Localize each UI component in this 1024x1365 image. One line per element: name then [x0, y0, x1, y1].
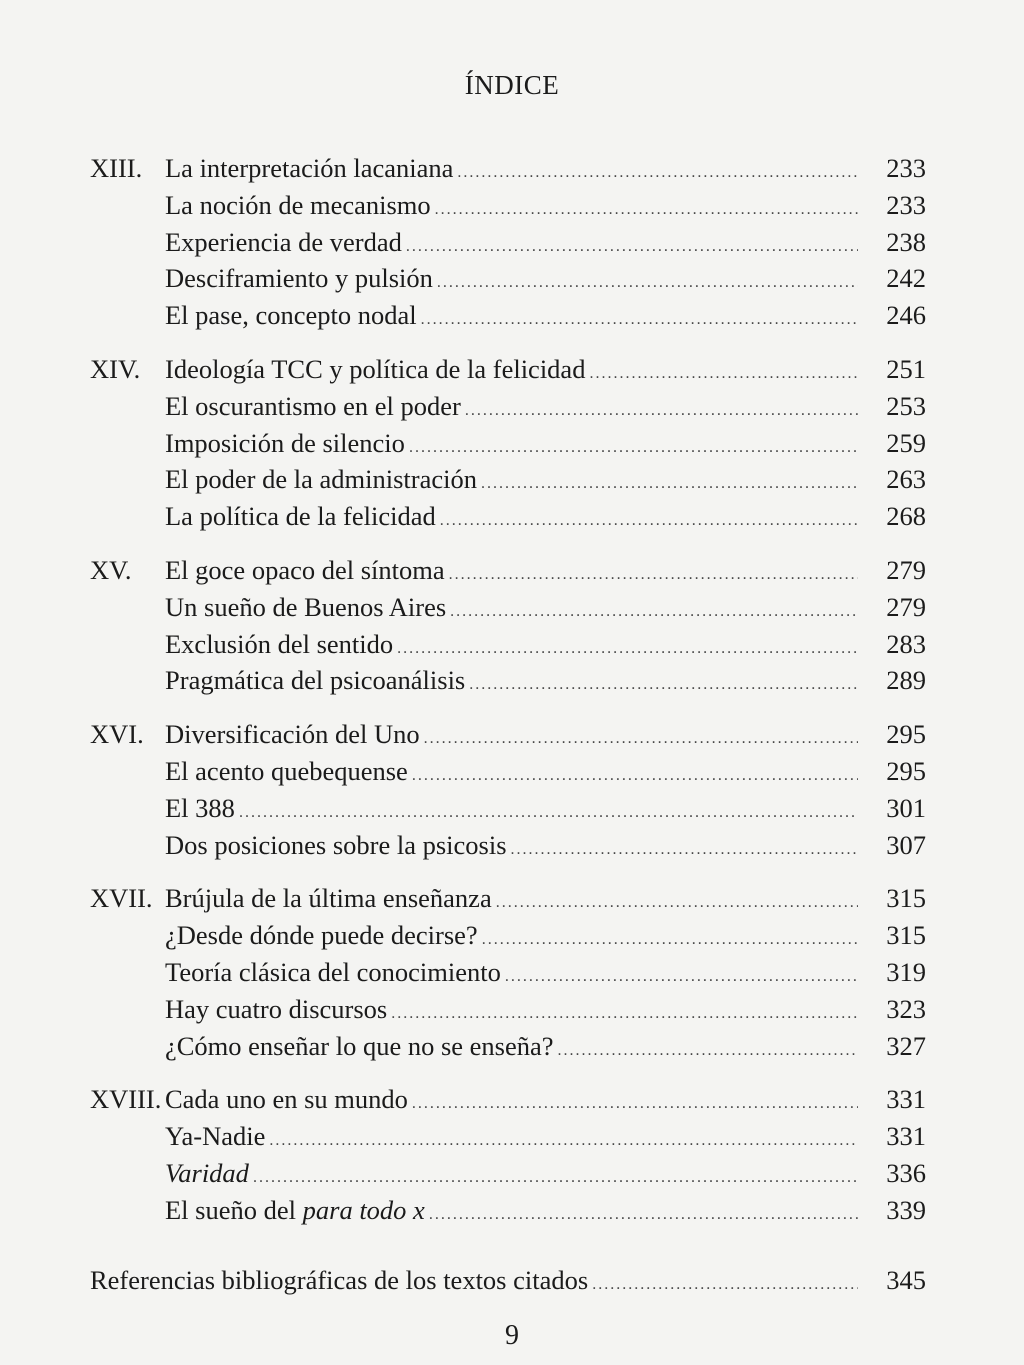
references-page-number: 345 — [886, 1265, 926, 1295]
dot-leader — [465, 393, 858, 430]
dot-leader — [482, 922, 858, 959]
chapter-entry — [90, 351, 926, 388]
chapter-number: XV. — [90, 554, 132, 585]
dot-leader — [511, 832, 858, 869]
section-page-number: 263 — [886, 464, 926, 495]
section-title-italic: Varidad — [165, 1157, 249, 1188]
section-page-number: 319 — [886, 956, 926, 987]
chapter-entry — [90, 552, 926, 589]
section-entry — [90, 827, 926, 864]
section-entry — [90, 1118, 926, 1155]
section-entry — [90, 753, 926, 790]
section-title: Imposición de silencio — [165, 427, 405, 458]
section-title: La noción de mecanismo — [165, 189, 431, 220]
section-page-number: 336 — [886, 1157, 926, 1188]
chapter-page-number: 251 — [886, 353, 926, 384]
section-page-number: 246 — [886, 300, 926, 331]
section-entry — [90, 626, 926, 663]
chapter-block — [90, 880, 926, 1064]
section-page-number: 295 — [886, 755, 926, 786]
section-title: El pase, concepto nodal — [165, 300, 417, 331]
chapter-title: Cada uno en su mundo — [165, 1084, 408, 1115]
chapter-block — [90, 150, 926, 334]
dot-leader — [592, 1267, 858, 1304]
section-entry — [90, 917, 926, 954]
chapter-entry — [90, 150, 926, 187]
section-title: El acento quebequense — [165, 755, 408, 786]
dot-leader — [449, 557, 858, 594]
section-page-number: 283 — [886, 628, 926, 659]
section-page-number: 327 — [886, 1030, 926, 1061]
section-page-number: 238 — [886, 226, 926, 257]
chapter-page-number: 233 — [886, 153, 926, 183]
section-page-number: 315 — [886, 920, 926, 951]
section-entry — [90, 1028, 926, 1065]
section-entry — [90, 260, 926, 297]
section-title: El poder de la administración — [165, 464, 478, 495]
section-page-number: 339 — [886, 1194, 926, 1225]
table-of-contents — [90, 150, 926, 1246]
section-page-number: 279 — [886, 591, 926, 622]
chapter-number: XVIII. — [90, 1084, 162, 1115]
dot-leader — [397, 631, 858, 668]
section-entry — [90, 461, 926, 498]
dot-leader — [406, 229, 858, 266]
dot-leader — [440, 503, 858, 540]
section-title: Exclusión del sentido — [165, 628, 394, 659]
section-entry — [90, 425, 926, 462]
section-page-number: 242 — [886, 263, 926, 294]
section-entry — [90, 662, 926, 699]
section-entry — [90, 790, 926, 827]
references-title: Referencias bibliográficas de los textos citados — [90, 1265, 589, 1295]
section-title: ¿Cómo enseñar lo que no se enseña? — [165, 1030, 554, 1061]
chapter-block — [90, 716, 926, 863]
chapter-block — [90, 351, 926, 535]
page-number: 9 — [505, 1320, 519, 1351]
section-title: Ya-Nadie — [165, 1121, 266, 1152]
dot-leader — [269, 1123, 858, 1160]
section-title-text: El sueño del — [165, 1194, 303, 1225]
section-page-number: 331 — [886, 1121, 926, 1152]
section-title: Dos posiciones sobre la psicosis — [165, 829, 507, 860]
section-title: Experiencia de verdad — [165, 226, 402, 257]
dot-leader — [450, 594, 858, 631]
section-entry — [90, 388, 926, 425]
dot-leader — [435, 192, 858, 229]
section-title: Pragmática del psicoanálisis — [165, 665, 466, 696]
chapter-page-number: 279 — [886, 554, 926, 585]
section-page-number: 307 — [886, 829, 926, 860]
dot-leader — [469, 667, 858, 704]
chapter-number: XIV. — [90, 353, 141, 384]
chapter-entry — [90, 880, 926, 917]
section-page-number: 323 — [886, 993, 926, 1024]
section-title: El oscurantismo en el poder — [165, 390, 461, 421]
section-title-italic: para todo x — [302, 1194, 425, 1225]
dot-leader — [558, 1033, 858, 1070]
chapter-page-number: 331 — [886, 1084, 926, 1115]
section-page-number: 289 — [886, 665, 926, 696]
section-title: La política de la felicidad — [165, 501, 436, 532]
page-title: ÍNDICE — [464, 70, 560, 100]
section-title — [165, 1192, 425, 1229]
section-entry — [90, 1192, 926, 1229]
dot-leader — [437, 265, 858, 302]
section-page-number: 301 — [886, 792, 926, 823]
section-title — [165, 1155, 249, 1192]
dot-leader — [505, 959, 858, 996]
section-entry — [90, 297, 926, 334]
chapter-number: XVI. — [90, 719, 144, 750]
dot-leader — [496, 885, 858, 922]
dot-leader — [589, 356, 858, 393]
references-entry — [90, 1262, 926, 1299]
dot-leader — [412, 1086, 858, 1123]
dot-leader — [429, 1197, 858, 1234]
section-title: Teoría clásica del conocimiento — [165, 956, 501, 987]
section-entry — [90, 954, 926, 991]
section-title: Un sueño de Buenos Aires — [165, 591, 447, 622]
section-page-number: 253 — [886, 390, 926, 421]
chapter-page-number: 295 — [886, 719, 926, 750]
section-page-number: 259 — [886, 427, 926, 458]
dot-leader — [457, 155, 858, 192]
section-title: El 388 — [165, 792, 235, 823]
chapter-block — [90, 552, 926, 699]
chapter-number: XVII. — [90, 883, 153, 914]
section-entry — [90, 1155, 926, 1192]
chapter-title: Ideología TCC y política de la felicidad — [165, 353, 586, 384]
dot-leader — [421, 302, 858, 339]
chapter-block — [90, 1081, 926, 1228]
chapter-number: XIII. — [90, 153, 143, 183]
chapter-title: Diversificación del Uno — [165, 719, 420, 750]
chapter-title: El goce opaco del síntoma — [165, 554, 445, 585]
dot-leader — [481, 466, 858, 503]
chapter-title: La interpretación lacaniana — [165, 153, 454, 183]
section-entry — [90, 498, 926, 535]
section-title: Desciframiento y pulsión — [165, 263, 433, 294]
section-title: ¿Desde dónde puede decirse? — [165, 920, 478, 951]
chapter-entry — [90, 716, 926, 753]
dot-leader — [412, 758, 858, 795]
section-page-number: 268 — [886, 501, 926, 532]
dot-leader — [424, 721, 858, 758]
section-entry — [90, 187, 926, 224]
section-entry — [90, 991, 926, 1028]
section-title: Hay cuatro discursos — [165, 993, 388, 1024]
section-entry — [90, 224, 926, 261]
chapter-page-number: 315 — [886, 883, 926, 914]
section-entry — [90, 589, 926, 626]
chapter-entry — [90, 1081, 926, 1118]
section-page-number: 233 — [886, 189, 926, 220]
chapter-title: Brújula de la última enseñanza — [165, 883, 492, 914]
